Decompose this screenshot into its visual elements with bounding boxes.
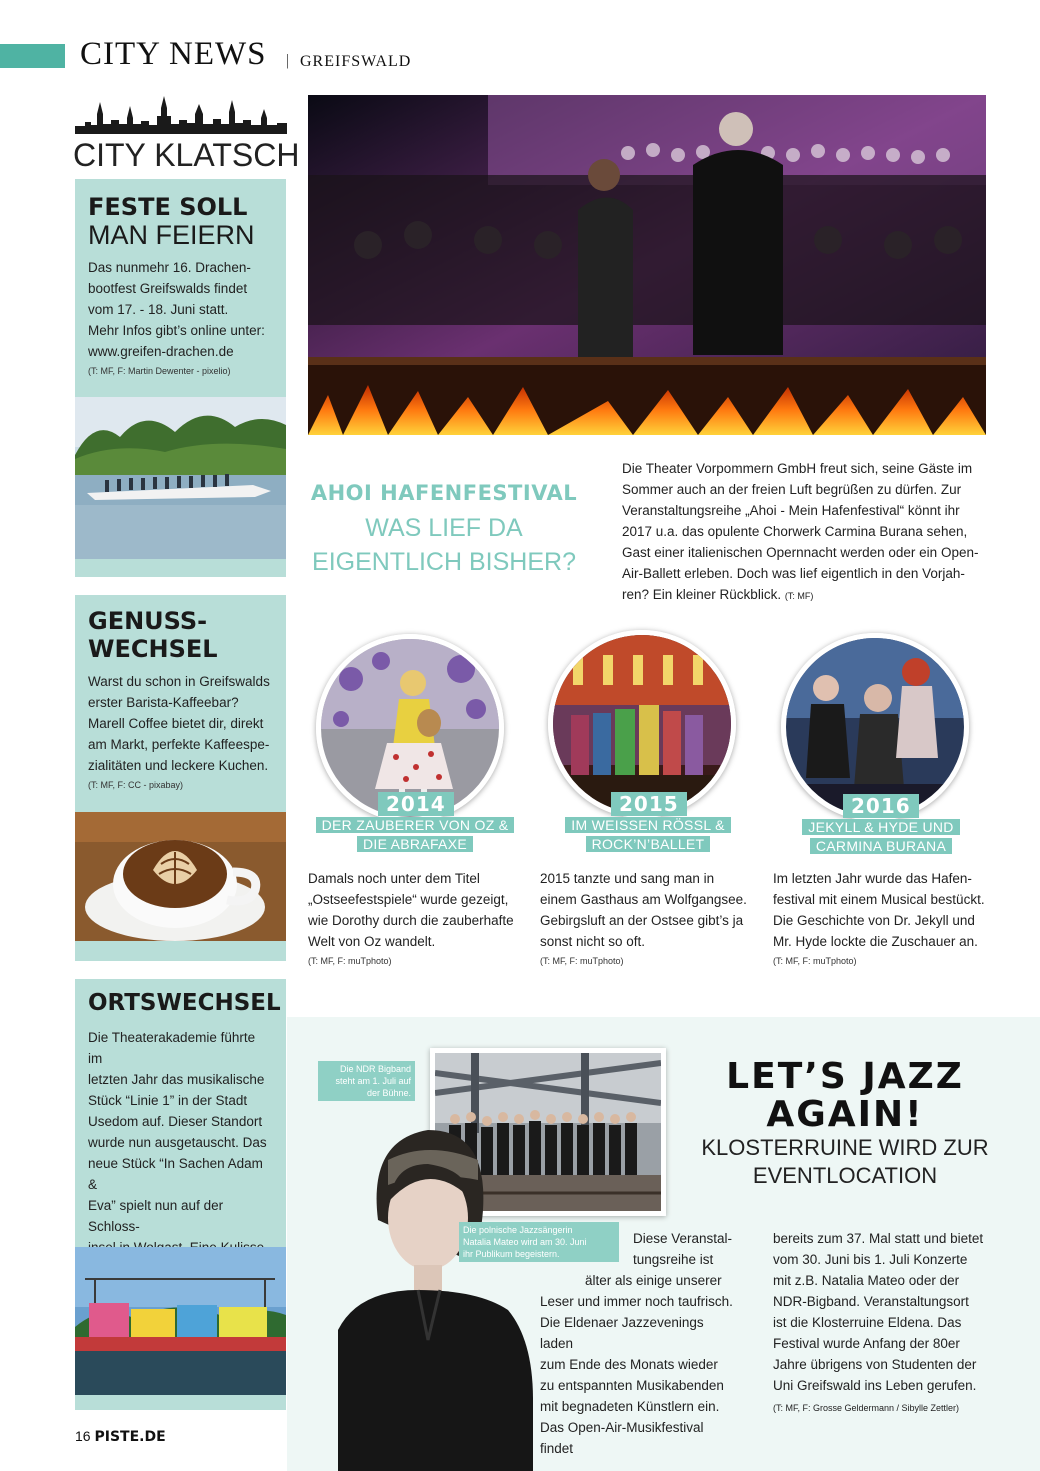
city-skyline-icon [75,94,287,134]
coffee-photo [75,812,286,941]
stage-photo [75,1247,286,1395]
singer-caption: Die polnische Jazzsängerin Natalia Mateo wird am 30. Juni ihr Publikum begeistern. [459,1222,619,1262]
feste-credit: (T: MF, F: Martin Dewenter - pixelio) [88,366,231,376]
feste-title: FESTE SOLL [88,193,248,221]
footer-brand[interactable]: PISTE.DE [94,1429,166,1445]
orts-text: Die Theaterakademie führte im letzten Jahr das musikalische Stück “Linie 1” in der Stadt Usedom auf. Dieser Standort wurde nun ausgetauscht. Das neue Stück “In Sachen Adam & Eva” spielt nun auf der Schloss- [88,1027,273,1302]
page-footer [75,1428,166,1445]
orchestra-photo [308,95,986,435]
genuss-title-1: GENUSS- [88,607,208,635]
section-city: GREIFSWALD [300,53,412,70]
genuss-title-2: WECHSEL [88,635,218,663]
year-2014-badge: 2014 [378,792,454,816]
jazz-credit: (T: MF, F: Grosse Geldermann / Sibylle Zettler) [773,1403,960,1413]
city-klatsch-logo: CITY KLATSCH [73,137,300,173]
singer-photo [318,1100,543,1471]
photo-2015-roessl [548,630,736,818]
ahoi-intro-text: Die Theater Vorpommern GmbH freut sich, seine Gäste im Sommer auch an der freien Luft begrüßen zu dürfen. Zur Veranstaltungsreihe „Ahoi - Mein Hafenfestival“ könnt ihr 2017 u.a. das opulente Chorwerk Carmina Burana sehen, Gast einer italienischen Opernnacht werden oder ein Open- Air-Ballett erleben. Doch was lief eigentlich in den Vorjah- ren? Ein kleiner Rückblick. (T: MF) [622,461,979,602]
dragonboat-photo [75,397,286,559]
show-2015-label: IM WEISSEN RÖSSL & ROCK’N’BALLET [533,816,763,854]
show-2016-label: JEKYLL & HYDE UND CARMINA BURANA [766,818,996,856]
show-2014-label: DER ZAUBERER VON OZ & DIE ABRAFAXE [300,816,530,854]
page-number: 16 [75,1428,91,1444]
jazz-text-column-2: bereits zum 37. Mal statt und bietet vom 30. Juni bis 1. Juli Konzerte mit z.B. Natalia Mateo oder der NDR-Bigband. Veranstaltungsort ist die Klosterruine Eldena. Das Festival wurde Anfang der 80er Jahre übrigens von Studenten der Uni Greifswald ins Leben gerufen. (T: MF, F: Grosse Geldermann / Sibylle Zettler) [773,1228,988,1419]
year-2016-badge: 2016 [843,794,919,818]
jazz-headline: LET’S JAZZ AGAIN! [726,1056,964,1135]
orts-title: ORTSWECHSEL [88,990,281,1016]
jazz-subheadline: KLOSTERRUINE WIRD ZUR EVENTLOCATION [701,1135,989,1188]
jazz-text-column-1: Diese Veranstal- tungsreihe ist älter als einige unserer Leser und immer noch taufrisch. Die Eldenaer Jazzevenings laden zum Ende des Monats wieder zu entspannten Musikabenden mit begnadeten Künstlern ein. Das Open-Air-Musikfestival findet [540,1231,733,1456]
header-accent-bar [0,44,65,68]
bigband-caption: Die NDR Bigband steht am 1. Juli auf der Bühne. [318,1061,415,1101]
section-title: CITY NEWS [80,36,267,72]
ahoi-credit: (T: MF) [784,591,814,601]
feste-text: Das nunmehr 16. Drachen- bootfest Greifswalds findet vom 17. - 18. Juni statt. Mehr Infos gibt’s online unter: www.greifen-drachen.de [88,260,265,359]
year-2016-text: Im letzten Jahr wurde das Hafen- festival mit einem Musical bestückt. Die Geschichte von Dr. Jekyll und Mr. Hyde lockte die Zuschauer an. (T: MF, F: muTphoto) [773,868,998,966]
feste-link[interactable]: www.greifen-drachen.de [88,344,234,359]
genuss-text: Warst du schon in Greifswalds erster Barista-Kaffeebar? Marell Coffee bietet dir, direkt am Markt, perfekte Kaffeespe- zialitäten und leckere Kuchen. [88,674,270,773]
ahoi-subtitle: WAS LIEF DA EIGENTLICH BISHER? [312,514,576,576]
genuss-credit: (T: MF, F: CC - pixabay) [88,780,184,790]
year-2015-credit: (T: MF, F: muTphoto) [540,956,624,966]
ahoi-title: AHOI HAFENFESTIVAL [310,481,578,505]
year-2015-badge: 2015 [611,792,687,816]
year-2015-text: 2015 tanzte und sang man in einem Gasthaus am Wolfgangsee. Gebirgsluft an der Ostsee gibt’s ja sonst nicht so oft. (T: MF, F: muTphoto) [540,868,765,966]
year-2016-credit: (T: MF, F: muTphoto) [773,956,857,966]
year-2014-credit: (T: MF, F: muTphoto) [308,956,392,966]
year-2014-text: Damals noch unter dem Titel „Ostseefestspiele“ wurde gezeigt, wie Dorothy durch die zauberhafte Welt von Oz wandelt. (T: MF, F: muTphoto) [308,868,533,966]
feste-subtitle: MAN FEIERN [88,220,255,250]
photo-2016-jekyll [781,633,969,821]
header-separator: | [286,52,290,69]
